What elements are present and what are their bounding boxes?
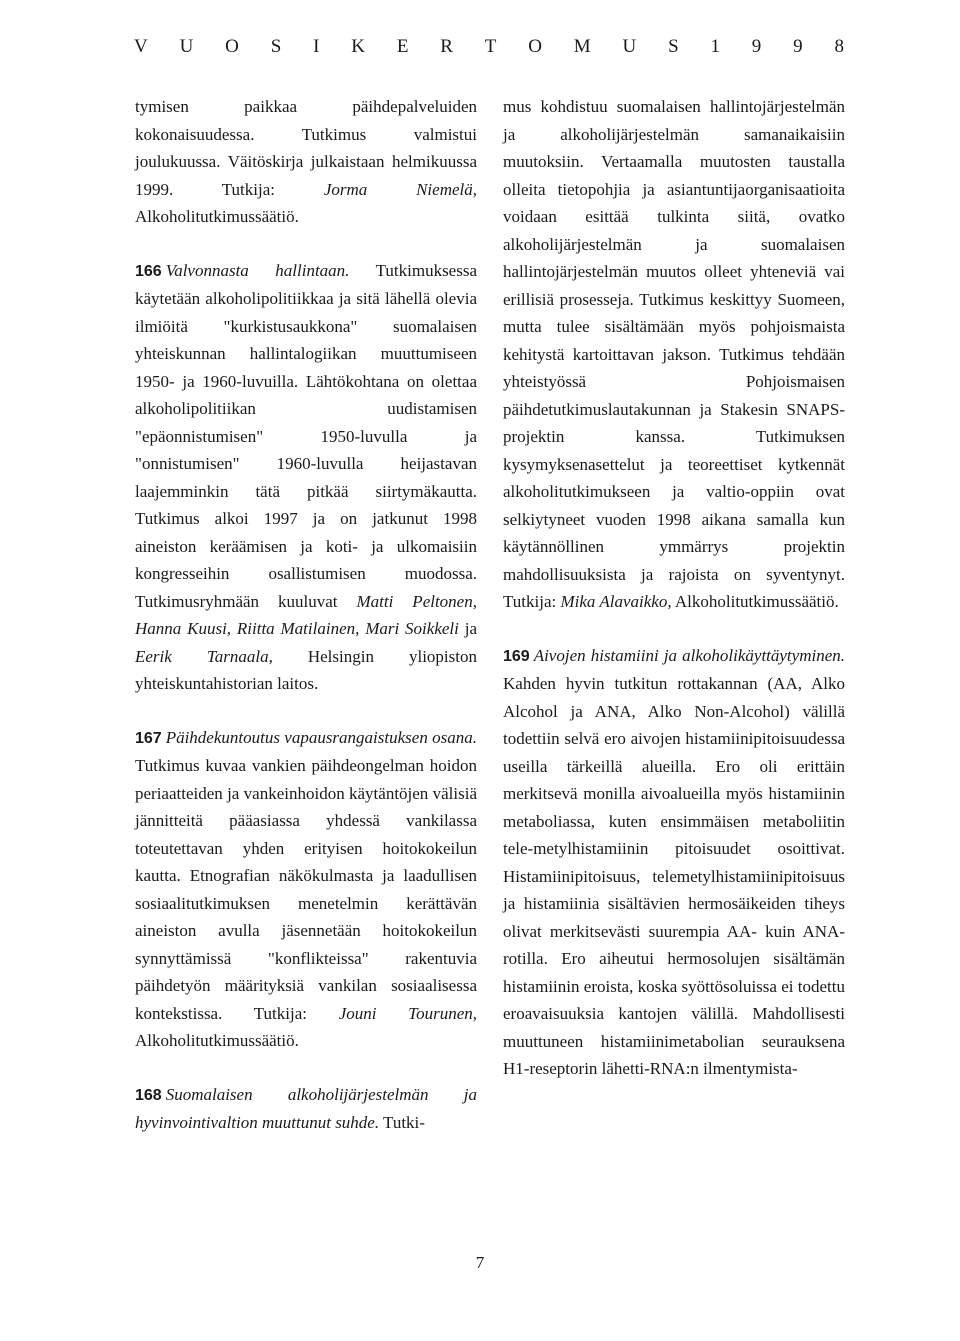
entry-number: 169 — [503, 647, 530, 665]
researcher-name: Jouni Tourunen, — [338, 1003, 477, 1023]
running-head-letter: 1 — [710, 36, 720, 57]
running-head-letter: 9 — [751, 36, 762, 57]
running-head-letter: T — [484, 36, 497, 57]
running-head-letter: S — [668, 36, 679, 57]
researcher-name: Jorma Niemelä, — [323, 179, 477, 199]
paragraph-continuation: tymisen paikkaa päihdepalveluiden kokonaisuudessa. Tutkimus valmistui joulukuussa. Väitöskirja julkaistaan helmikuussa 1999. Tutkija: Jorma Niemelä, Alkoholitutkimussäätiö. — [135, 97, 477, 226]
running-head-letter: S — [270, 36, 282, 57]
entry-168-continuation: mus kohdistuu suomalaisen hallintojärjestelmän ja alkoholijärjestelmän samanaikaisiin muutoksiin. Vertaamalla muutosten taustalla olleita tietopohjia ja asiantuntijaorganisaatioita voidaan esittää tulkinta siitä, ovatko alkoholijärjestelmän ja suomalaisen hallintojärjestelmän muutos olleet yhteneviä vai erillisiä prosesseja. Tutkimus keskittyy Suomeen, mutta tulee sisältämään myös pohjoismaista kehitystä kartoittavan jakson. Tutkimus tehdään yhteistyössä Pohjoismaisen päihdetutkimuslautakunnan ja Stakesin SNAPS-projektin kanssa. Tutkimuksen kysymyksenasettelut ja teoreettiset kytkennät alkoholitutkimukseen ja valtio-oppiin ovat selkiytyneet vuoden 1998 aikana samalla kun käytännöllinen ymmärrys projektin mahdollisuuksista ja rajoista on syventynyt. Tutkija: Mika Alavaikko, Alkoholitutkimussäätiö. — [503, 97, 845, 611]
researcher-name: Eerik Tarnaala, — [135, 646, 273, 666]
entry-168: 168 Suomalaisen alkoholijärjestelmän ja hyvinvointivaltion muuttunut suhde. Tutki- — [135, 1084, 477, 1132]
running-head-letter: M — [573, 36, 591, 57]
running-head-letter: K — [351, 36, 365, 57]
researcher-name: Mika Alavaikko, — [560, 592, 672, 611]
entry-167: 167 Päihdekuntoutus vapausrangaistuksen osana. Tutkimus kuvaa vankien päihdeongelman hoidon periaatteiden ja vankeinhoidon käytäntöjen välisiä jännitteitä pääasiassa yhdessä vankilassa toteutettavan yhden erityisen hoitokokeilun kautta. Etnografian näkökulmasta ja laadullisen sosiaalitutkimuksen menetelmin kerättävän aineiston avulla jäsennetään hoitokokeilun synnyttämissä "konflikteissa" rakentuvia päihdetyön määrityksiä vankilan sosiaalisessa kontekstissa. Tutkija: Jouni Tourunen, Alkoholitutkimussäätiö. — [135, 727, 477, 1050]
entry-number: 166 — [135, 262, 162, 280]
running-head — [134, 36, 844, 60]
entry-169: 169 Aivojen histamiini ja alkoholikäyttäytyminen. Kahden hyvin tutkitun rottakannan (AA, Alko Alcohol ja ANA, Alko Non-Alcohol) välillä todettiin selvä ero aivojen histamiinipitoisuudessa useilla tärkeillä alueilla. Ero oli erittäin merkitsevä monilla aivoalueilla myös histamiinin metaboliassa, kuten ensimmäisen metaboliitin tele-metylhistamiinin pitoisuudet osoittivat. Histamiinipitoisuus, telemetylhistamiinipitoisuus ja histamiinia sisältävien hermosäikeiden tiheys olivat merkitsevästi suurempia AA- kuin ANA-rotilla. Ero aiheutui hermosolujen sisältämän histamiinin eroista, koska syöttösoluissa ei todettu eroavaisuuksia kantojen välillä. Mahdollisesti muuttuneen histamiinimetabolian seurauksena H1-reseptorin lähetti-RNA:n ilmentymista- — [503, 645, 845, 1078]
left-column — [135, 93, 477, 1137]
running-head-letter: 8 — [834, 36, 844, 57]
running-head-letter: I — [313, 36, 320, 57]
entry-number: 168 — [135, 1086, 162, 1104]
entry-title: Suomalaisen alkoholijärjestelmän ja hyvinvointivaltion muuttunut suhde. — [135, 1084, 477, 1132]
entry-title: Valvonnasta hallintaan. — [165, 260, 350, 280]
running-head-letter: U — [179, 36, 194, 57]
running-head-letter: O — [528, 36, 542, 57]
running-head-letter: 9 — [793, 36, 803, 57]
running-head-letter: E — [396, 36, 409, 57]
right-column — [503, 93, 845, 1083]
researcher-names: Matti Peltonen, Hanna Kuusi, Riitta Matilainen, Mari Soikkeli — [135, 591, 477, 638]
entry-number: 167 — [135, 729, 162, 747]
running-head-letter: U — [622, 36, 637, 57]
running-head-letter: R — [440, 36, 453, 57]
entry-title: Päihdekuntoutus vapausrangaistuksen osana. — [165, 727, 477, 747]
page-number: 7 — [475, 1253, 485, 1272]
running-head-letter: O — [225, 36, 239, 57]
entry-title: Aivojen histamiini ja alkoholikäyttäytyminen. — [533, 645, 845, 665]
entry-166: 166 Valvonnasta hallintaan. Tutkimuksessa käytetään alkoholipolitiikkaa ja sitä lähellä olevia ilmiöitä "kurkistusaukkona" suomalaisen yhteiskunnan hallintalogiikan muuttumiseen 1950- ja 1960-luvuilla. Lähtökohtana on olettaa alkoholipolitiikan uudistamisen "epäonnistumisen" 1950-luvulla ja "onnistumisen" 1960-luvulla heijastavan laajemminkin tätä pitkää siirtymäkautta. Tutkimus alkoi 1997 ja on jatkunut 1998 aineiston keräämisen ja koti- ja ulkomaisiin kongresseihin osallistumisen muodossa. Tutkimusryhmään kuuluvat Matti Peltonen, Hanna Kuusi, Riitta Matilainen, Mari Soikkeli ja Eerik Tarnaala, Helsingin yliopiston yhteiskuntahistorian laitos. — [135, 260, 478, 693]
running-head-letter: V — [134, 36, 148, 57]
